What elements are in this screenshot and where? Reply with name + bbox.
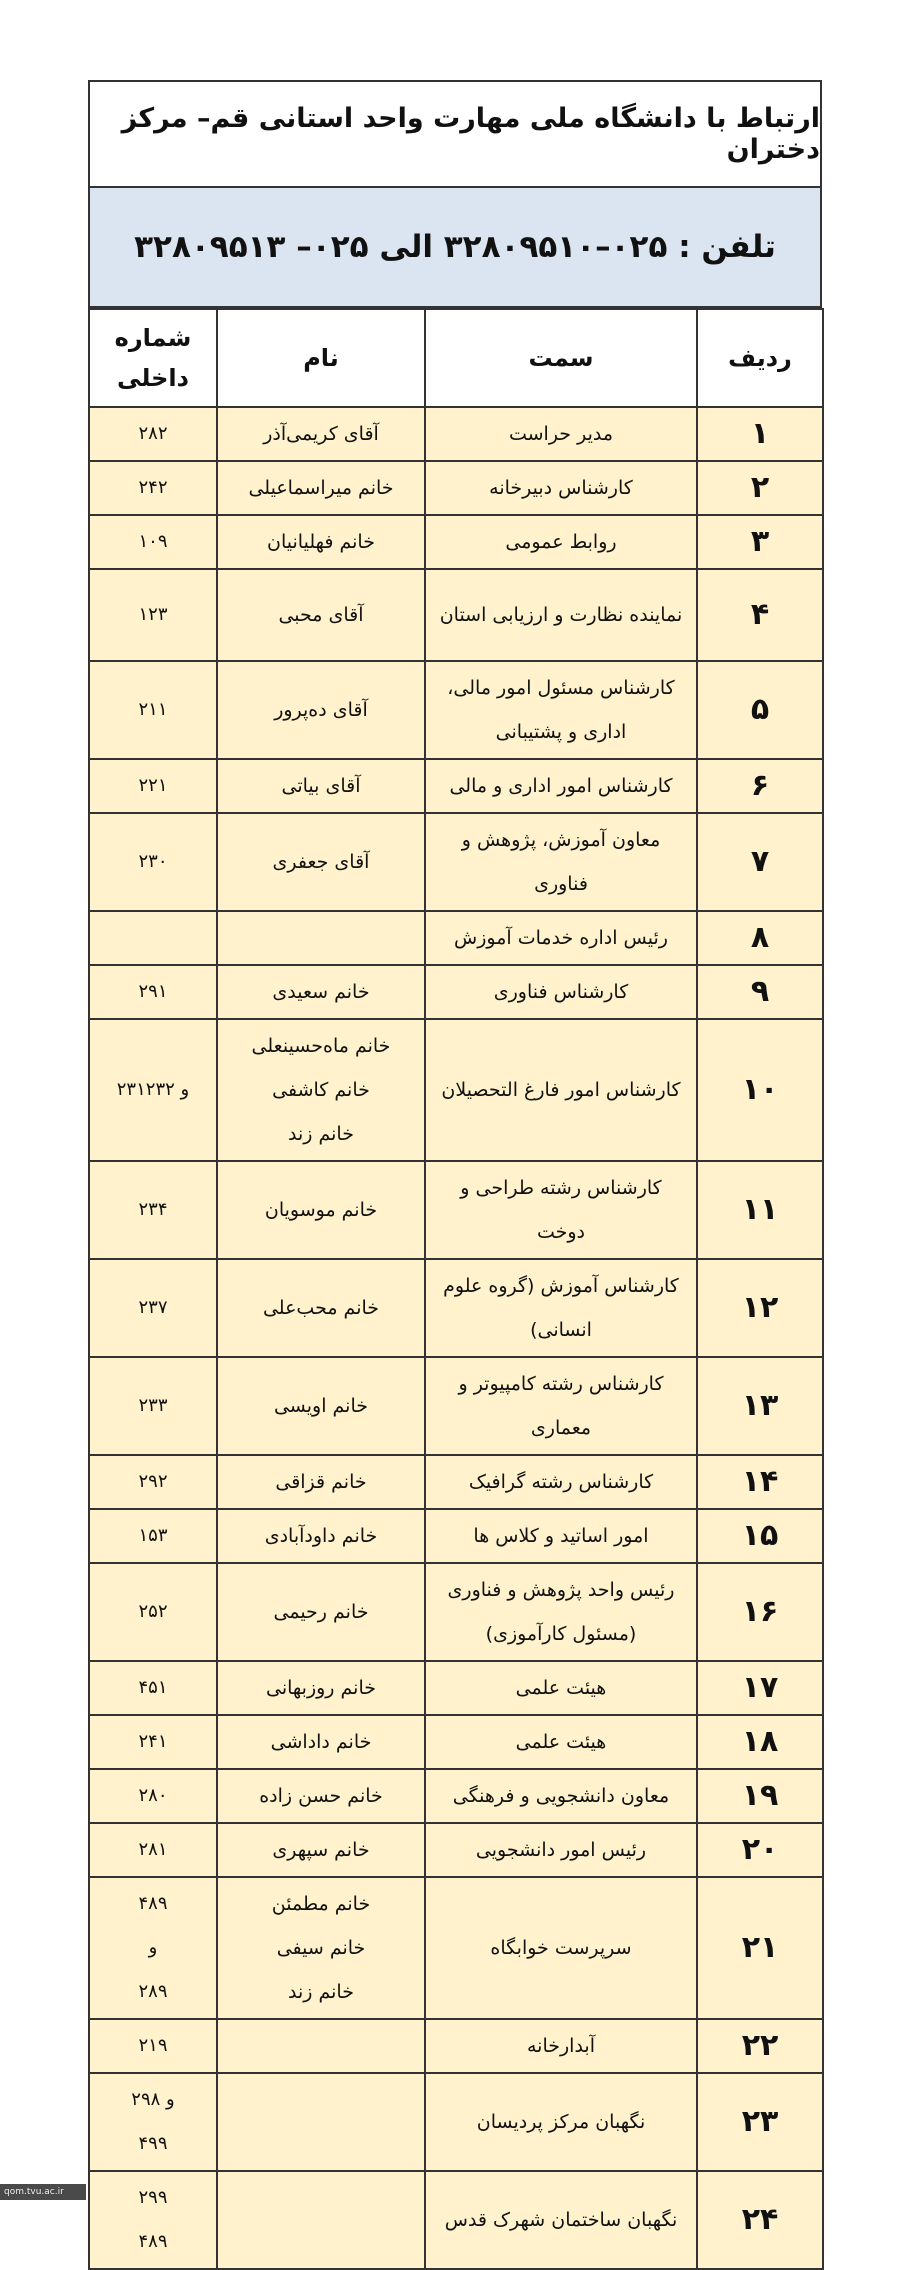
row-index: ۱۲ xyxy=(697,1259,823,1357)
row-position: مدیر حراست xyxy=(425,407,697,461)
row-position: رئیس امور دانشجویی xyxy=(425,1823,697,1877)
table-row xyxy=(89,2019,823,2073)
row-ext: ۱۵۳ xyxy=(89,1509,217,1563)
footer-url: qom.tvu.ac.ir xyxy=(0,2184,86,2200)
col-header-name: نام xyxy=(217,309,425,407)
table-row xyxy=(89,813,823,911)
row-ext: ۲۸۲ xyxy=(89,407,217,461)
row-index: ۱ xyxy=(697,407,823,461)
row-position: کارشناس فناوری xyxy=(425,965,697,1019)
table-row xyxy=(89,1259,823,1357)
row-name: خانم موسویان xyxy=(217,1161,425,1259)
row-ext: ۲۳۰ xyxy=(89,813,217,911)
table-row xyxy=(89,1661,823,1715)
row-name: خانم سعیدی xyxy=(217,965,425,1019)
row-position: کارشناس امور اداری و مالی xyxy=(425,759,697,813)
row-name: خانم قزاقی xyxy=(217,1455,425,1509)
row-ext: ۲۳۷ xyxy=(89,1259,217,1357)
table-row xyxy=(89,1563,823,1661)
row-ext: ۲۹۱ xyxy=(89,965,217,1019)
row-index: ۲۲ xyxy=(697,2019,823,2073)
table-row xyxy=(89,661,823,759)
table-row xyxy=(89,1877,823,2019)
table-row xyxy=(89,407,823,461)
row-name: خانم اویسی xyxy=(217,1357,425,1455)
row-index: ۲۳ xyxy=(697,2073,823,2171)
row-position: کارشناس امور فارغ التحصیلان xyxy=(425,1019,697,1161)
table-row xyxy=(89,1161,823,1259)
row-ext: ۲۳۱و ۲۳۲ xyxy=(89,1019,217,1161)
row-position: نماینده نظارت و ارزیابی استان xyxy=(425,569,697,661)
table-row xyxy=(89,515,823,569)
row-name: خانم حسن زاده xyxy=(217,1769,425,1823)
row-name: خانم روزبهانی xyxy=(217,1661,425,1715)
row-ext: ۲۹۸ و ۴۹۹ xyxy=(89,2073,217,2171)
row-index: ۱۴ xyxy=(697,1455,823,1509)
table-row xyxy=(89,911,823,965)
row-position: رئیس واحد پژوهش و فناوری (مسئول کارآموزی) xyxy=(425,1563,697,1661)
row-position: کارشناس مسئول امور مالی، اداری و پشتیبانی xyxy=(425,661,697,759)
table-row xyxy=(89,569,823,661)
row-ext: ۲۴۲ xyxy=(89,461,217,515)
row-ext: ۲۵۲ xyxy=(89,1563,217,1661)
row-name: آقای محبی xyxy=(217,569,425,661)
row-position: کارشناس رشته کامپیوتر و معماری xyxy=(425,1357,697,1455)
table-row xyxy=(89,2171,823,2269)
phone-numbers: تلفن : ۰۲۵–۳۲۸۰۹۵۱۰ الی ۰۲۵– ۳۲۸۰۹۵۱۳ xyxy=(88,188,822,308)
row-name: خانم میراسماعیلی xyxy=(217,461,425,515)
row-index: ۹ xyxy=(697,965,823,1019)
row-position: هیئت علمی xyxy=(425,1661,697,1715)
row-position: کارشناس رشته طراحی و دوخت xyxy=(425,1161,697,1259)
row-position: هیئت علمی xyxy=(425,1715,697,1769)
row-name xyxy=(217,911,425,965)
table-row xyxy=(89,1823,823,1877)
table-row xyxy=(89,1019,823,1161)
row-position: امور اساتید و کلاس ها xyxy=(425,1509,697,1563)
row-ext: ۴۸۹ و ۲۸۹ xyxy=(89,1877,217,2019)
row-index: ۱۹ xyxy=(697,1769,823,1823)
row-name: خانم ماه‌حسینعلی خانم کاشفی خانم زند xyxy=(217,1019,425,1161)
row-ext: ۲۱۹ xyxy=(89,2019,217,2073)
row-name: آقای بیاتی xyxy=(217,759,425,813)
row-ext: ۲۳۳ xyxy=(89,1357,217,1455)
table-row xyxy=(89,461,823,515)
row-ext: ۴۵۱ xyxy=(89,1661,217,1715)
row-index: ۲۱ xyxy=(697,1877,823,2019)
row-ext: ۱۲۳ xyxy=(89,569,217,661)
row-name xyxy=(217,2073,425,2171)
row-name xyxy=(217,2019,425,2073)
row-index: ۱۸ xyxy=(697,1715,823,1769)
col-header-position: سمت xyxy=(425,309,697,407)
row-index: ۷ xyxy=(697,813,823,911)
table-row xyxy=(89,1357,823,1455)
row-ext: ۲۳۴ xyxy=(89,1161,217,1259)
row-index: ۱۰ xyxy=(697,1019,823,1161)
row-name: خانم داودآبادی xyxy=(217,1509,425,1563)
col-header-row: ردیف xyxy=(697,309,823,407)
row-ext: ۲۲۱ xyxy=(89,759,217,813)
row-ext: ۲۹۹ ۴۸۹ xyxy=(89,2171,217,2269)
contact-sheet xyxy=(88,80,822,2270)
page-title: ارتباط با دانشگاه ملی مهارت واحد استانی قم– مرکز دختران xyxy=(88,80,822,188)
row-name: آقای جعفری xyxy=(217,813,425,911)
row-index: ۱۱ xyxy=(697,1161,823,1259)
row-position: رئیس اداره خدمات آموزش xyxy=(425,911,697,965)
row-index: ۲۰ xyxy=(697,1823,823,1877)
row-index: ۱۷ xyxy=(697,1661,823,1715)
table-row xyxy=(89,965,823,1019)
table-row xyxy=(89,1455,823,1509)
row-name: خانم فهلیانیان xyxy=(217,515,425,569)
row-index: ۱۶ xyxy=(697,1563,823,1661)
row-position: سرپرست خوابگاه xyxy=(425,1877,697,2019)
table-row xyxy=(89,1715,823,1769)
row-ext: ۲۹۲ xyxy=(89,1455,217,1509)
row-index: ۳ xyxy=(697,515,823,569)
table-row xyxy=(89,759,823,813)
row-index: ۶ xyxy=(697,759,823,813)
row-ext: ۲۱۱ xyxy=(89,661,217,759)
table-row xyxy=(89,2073,823,2171)
row-position: کارشناس دبیرخانه xyxy=(425,461,697,515)
row-name: آقای کریمی‌آذر xyxy=(217,407,425,461)
contacts-table xyxy=(88,308,824,2270)
table-row xyxy=(89,1769,823,1823)
row-position: کارشناس آموزش (گروه علوم انسانی) xyxy=(425,1259,697,1357)
row-ext: ۲۴۱ xyxy=(89,1715,217,1769)
row-index: ۴ xyxy=(697,569,823,661)
row-index: ۸ xyxy=(697,911,823,965)
row-ext: ۱۰۹ xyxy=(89,515,217,569)
row-name: خانم مطمئن خانم سیفی خانم زند xyxy=(217,1877,425,2019)
row-index: ۲۴ xyxy=(697,2171,823,2269)
row-name: آقای ده‌پرور xyxy=(217,661,425,759)
row-index: ۱۵ xyxy=(697,1509,823,1563)
row-position: آبدارخانه xyxy=(425,2019,697,2073)
row-ext: ۲۸۱ xyxy=(89,1823,217,1877)
row-name xyxy=(217,2171,425,2269)
row-name: خانم رحیمی xyxy=(217,1563,425,1661)
row-position: کارشناس رشته گرافیک xyxy=(425,1455,697,1509)
row-ext: ۲۸۰ xyxy=(89,1769,217,1823)
row-index: ۱۳ xyxy=(697,1357,823,1455)
row-position: نگهبان مرکز پردیسان xyxy=(425,2073,697,2171)
row-ext xyxy=(89,911,217,965)
row-name: خانم محب‌علی xyxy=(217,1259,425,1357)
col-header-ext: شماره داخلی xyxy=(89,309,217,407)
table-row xyxy=(89,1509,823,1563)
row-index: ۵ xyxy=(697,661,823,759)
row-name: خانم سپهری xyxy=(217,1823,425,1877)
row-index: ۲ xyxy=(697,461,823,515)
row-position: نگهبان ساختمان شهرک قدس xyxy=(425,2171,697,2269)
row-position: معاون آموزش، پژوهش و فناوری xyxy=(425,813,697,911)
row-position: معاون دانشجویی و فرهنگی xyxy=(425,1769,697,1823)
row-name: خانم داداشی xyxy=(217,1715,425,1769)
row-position: روابط عمومی xyxy=(425,515,697,569)
